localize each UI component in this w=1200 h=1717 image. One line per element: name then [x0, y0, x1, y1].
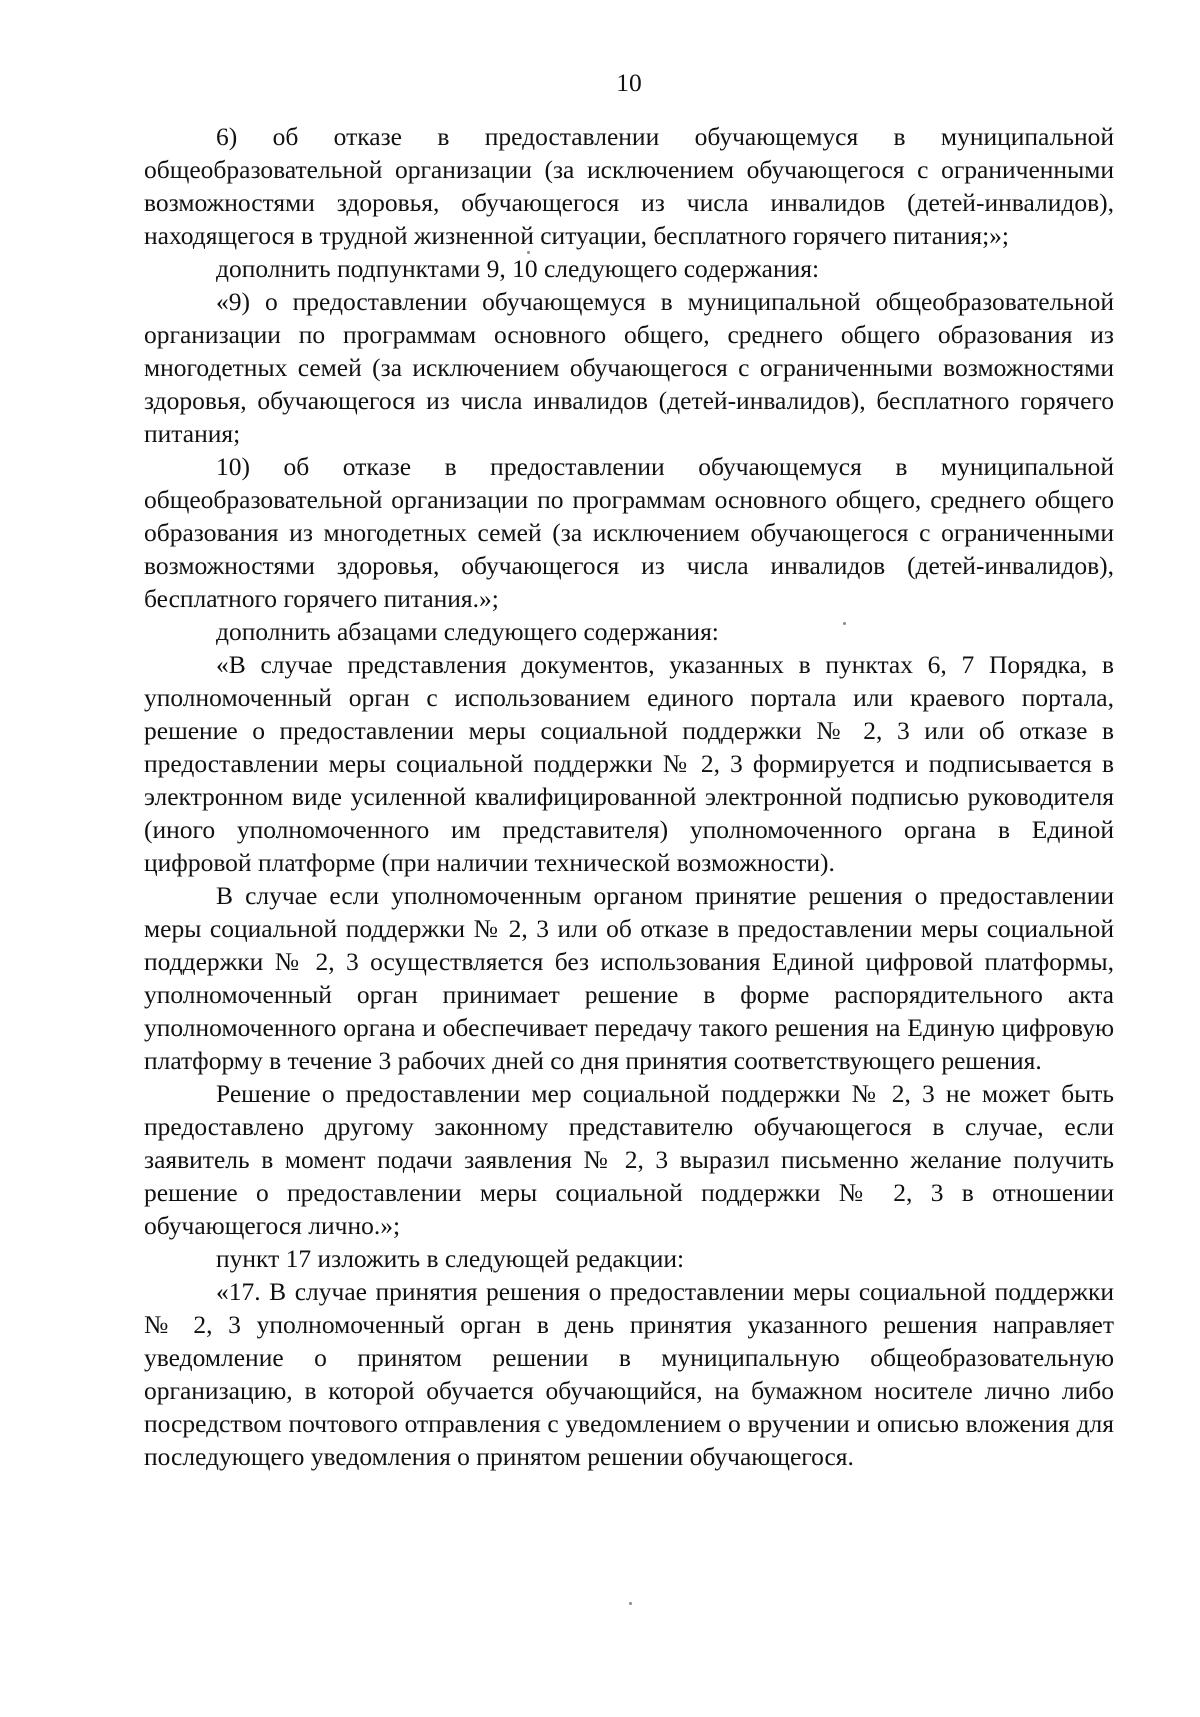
- paragraph-item-17: «17. В случае принятия решения о предоставлении меры социальной поддержки № 2, 3 уполномоченный орган в день принятия указанного решения направляет уведомление о принятом решении в муниципальную общеобразовательную организацию, в которой обучается обучающийся, на бумажном носителе лично либо посредством почтового отправления с уведомлением о вручении и описью вложения для последующего уведомления о принятом решении обучающегося.: [144, 1277, 1114, 1471]
- paragraph-item-10: 10) об отказе в предоставлении обучающемуся в муниципальной общеобразовательной организации по программам основного общего, среднего общего образования из многодетных семей (за исключением обучающегося с ограниченными возможностями здоровья, обучающегося из числа инвалидов (детей-инвалидов), бесплатного горячего питания.»;: [144, 452, 1114, 613]
- scan-speck: [527, 251, 530, 254]
- paragraph-item-17-intro: пункт 17 изложить в следующей редакции:: [216, 1244, 685, 1273]
- paragraph-item-9: «9) о предоставлении обучающемуся в муниципальной общеобразовательной организации по программам основного общего, среднего общего образования из многодетных семей (за исключением обучающегося с ограниченными возможностями здоровья, обучающегося из числа инвалидов (детей-инвалидов), бесплатного горячего питания;: [144, 287, 1114, 448]
- paragraph-without-platform: В случае если уполномоченным органом принятие решения о предоставлении меры социальной поддержки № 2, 3 или об отказе в предоставлении меры социальной поддержки № 2, 3 осуществляется без использования Единой цифровой платформы, уполномоченный орган принимает решение в форме распорядительного акта уполномоченного органа и обеспечивает передачу такого решения на Единую цифровую платформу в течение 3 рабочих дней со дня принятия соответствующего решения.: [144, 881, 1114, 1075]
- paragraph-add-subitems: дополнить подпунктами 9, 10 следующего содержания:: [216, 254, 820, 283]
- paragraph-item-6: 6) об отказе в предоставлении обучающемуся в муниципальной общеобразовательной организации (за исключением обучающегося с ограниченными возможностями здоровья, обучающегося из числа инвалидов (детей-инвалидов), находящегося в трудной жизненной ситуации, бесплатного горячего питания;»;: [144, 122, 1114, 250]
- document-page: [144, 66, 1114, 1473]
- paragraph-representative: Решение о предоставлении мер социальной поддержки № 2, 3 не может быть предоставлено другому законному представителю обучающегося в случае, если заявитель в момент подачи заявления № 2, 3 выразил письменно желание получить решение о предоставлении меры социальной поддержки № 2, 3 в отношении обучающегося лично.»;: [144, 1079, 1114, 1240]
- paragraph-add-clauses: дополнить абзацами следующего содержания:: [216, 617, 719, 646]
- paragraph-electronic-decision: «В случае представления документов, указанных в пунктах 6, 7 Порядка, в уполномоченный орган с использованием единого портала или краевого портала, решение о предоставлении меры социальной поддержки № 2, 3 или об отказе в предоставлении меры социальной поддержки № 2, 3 формируется и подписывается в электронном виде усиленной квалифицированной электронной подписью руководителя (иного уполномоченного им представителя) уполномоченного органа в Единой цифровой платформе (при наличии технической возможности).: [144, 650, 1114, 877]
- scan-speck: [629, 1602, 632, 1605]
- page-number: 10: [616, 68, 642, 97]
- scan-speck: [843, 622, 846, 625]
